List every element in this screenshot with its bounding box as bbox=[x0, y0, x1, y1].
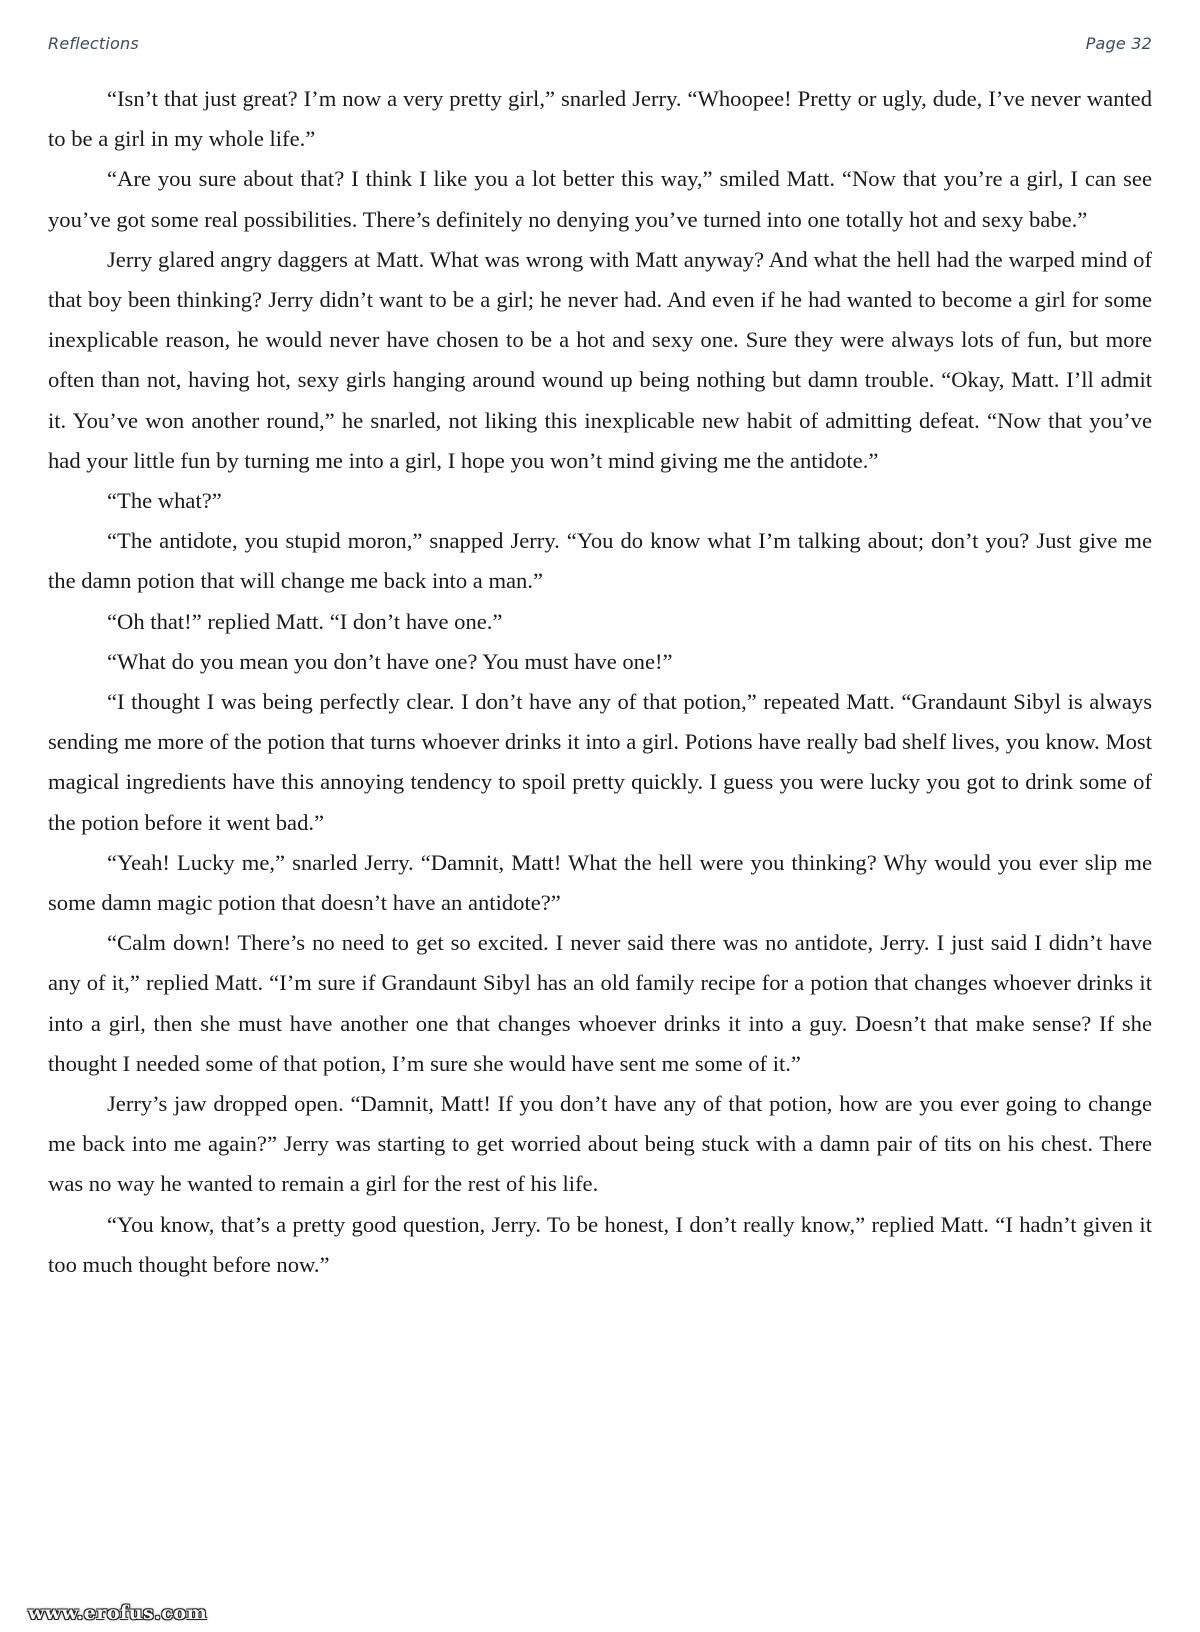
paragraph: “The what?” bbox=[107, 488, 222, 514]
paragraph: “Calm down! There’s no need to get so excited. I never said there was no antidote, Jerry. I just said I didn’t have any of it,” replied Matt. “I’m sure if Grandaunt Sibyl has an old family recipe for a potion that changes whoever drinks it into a girl, then she must have another one that changes whoever drinks it into a guy. Doesn’t that make sense? If she thought I needed some of that potion, I’m sure she would have sent me some of it.” bbox=[48, 930, 1152, 1076]
running-header bbox=[48, 31, 1152, 55]
paragraph: Jerry’s jaw dropped open. “Damnit, Matt! If you don’t have any of that potion, how are you ever going to change me back into me again?” Jerry was starting to get worried about being stuck with a damn pair of tits on his chest. There was no way he wanted to remain a girl for the rest of his life. bbox=[48, 1091, 1152, 1197]
paragraph: “Oh that!” replied Matt. “I don’t have one.” bbox=[107, 608, 503, 634]
book-title: Reflections bbox=[48, 33, 139, 53]
paragraph: “Isn’t that just great? I’m now a very pretty girl,” snarled Jerry. “Whoopee! Pretty or ugly, dude, I’ve never wanted to be a girl in my whole life.” bbox=[48, 86, 1152, 152]
watermark: www.erofus.com bbox=[28, 1602, 208, 1624]
paragraph: “Are you sure about that? I think I like you a lot better this way,” smiled Matt. “Now that you’re a girl, I can see you’ve got some real possibilities. There’s definitely no denying you’ve turned into one totally hot and sexy babe.” bbox=[48, 166, 1152, 232]
body-text bbox=[48, 79, 1152, 1285]
paragraph: “What do you mean you don’t have one? You must have one!” bbox=[107, 648, 673, 674]
paragraph: “You know, that’s a pretty good question, Jerry. To be honest, I don’t really know,” replied Matt. “I hadn’t given it too much thought before now.” bbox=[48, 1211, 1152, 1277]
paragraph: “The antidote, you stupid moron,” snapped Jerry. “You do know what I’m talking about; don’t you? Just give me the damn potion that will change me back into a man.” bbox=[48, 528, 1152, 594]
paragraph: “I thought I was being perfectly clear. I don’t have any of that potion,” repeated Matt. “Grandaunt Sibyl is always sending me more of the potion that turns whoever drinks it into a girl. Potions have really bad shelf lives, you know. Most magical ingredients have this annoying tendency to spoil pretty quickly. I guess you were lucky you got to drink some of the potion before it went bad.” bbox=[48, 689, 1152, 835]
page-number: Page 32 bbox=[1085, 33, 1152, 53]
paragraph: “Yeah! Lucky me,” snarled Jerry. “Damnit, Matt! What the hell were you thinking? Why would you ever slip me some damn magic potion that doesn’t have an antidote?” bbox=[48, 849, 1152, 916]
paragraph: Jerry glared angry daggers at Matt. What was wrong with Matt anyway? And what the hell had the warped mind of that boy been thinking? Jerry didn’t want to be a girl; he never had. And even if he had wanted to become a girl for some inexplicable reason, he would never have chosen to be a hot and sexy one. Sure they were always lots of fun, but more often than not, having hot, sexy girls hanging around wound up being nothing but damn trouble. “Okay, Matt. I’ll admit it. You’ve won another round,” he snarled, not liking this inexplicable new habit of admitting defeat. “Now that you’ve had your little fun by turning me into a girl, I hope you won’t mind giving me the antidote.” bbox=[48, 246, 1152, 473]
